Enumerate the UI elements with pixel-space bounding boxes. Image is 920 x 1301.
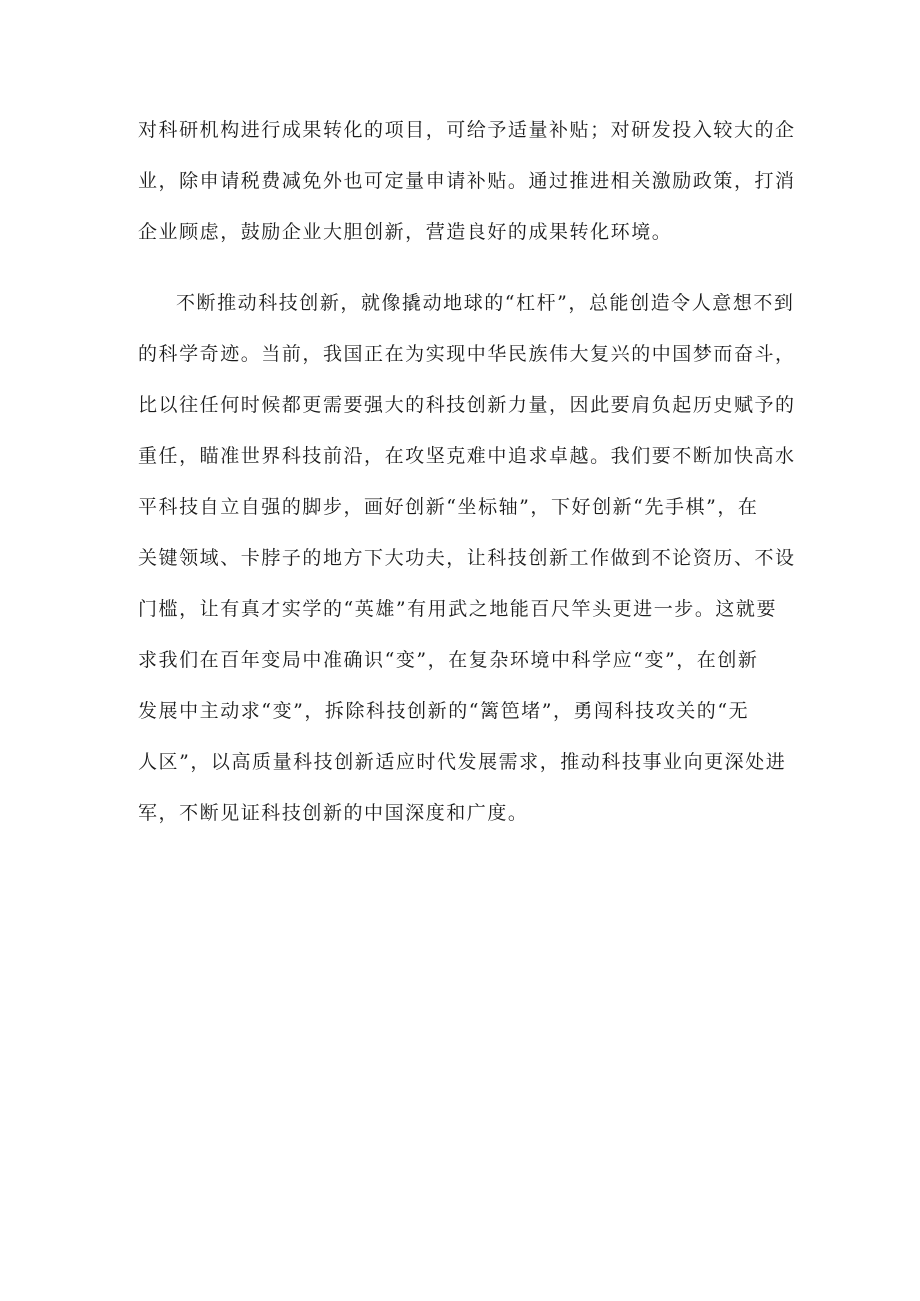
paragraph-line: 军，不断见证科技创新的中国深度和广度。: [138, 802, 529, 824]
paragraph-line: 不断推动科技创新，就像撬动地球的“杠杆”，总能创造令人意想不到: [176, 292, 795, 314]
paragraph-line: 企业顾虑，鼓励企业大胆创新，营造良好的成果转化环境。: [138, 221, 673, 243]
paragraph-line: 比以往任何时候都更需要强大的科技创新力量，因此要肩负起历史赋予的: [138, 394, 796, 416]
paragraph-line: 的科学奇迹。当前，我国正在为实现中华民族伟大复兴的中国梦而奋斗，: [138, 343, 796, 365]
paragraph-line: 业，除申请税费减免外也可定量申请补贴。通过推进相关激励政策，打消: [138, 170, 796, 192]
paragraph-line: 求我们在百年变局中准确识“变”，在复杂环境中科学应“变”，在创新: [138, 649, 759, 671]
paragraph-line: 平科技自立自强的脚步，画好创新“坐标轴”，下好创新“先手棋”，在: [138, 496, 759, 518]
paragraph-line: 重任，瞄准世界科技前沿，在攻坚克难中追求卓越。我们要不断加快高水: [138, 445, 796, 467]
paragraph-line: 关键领域、卡脖子的地方下大功夫，让科技创新工作做到不论资历、不设: [138, 547, 796, 569]
paragraph-line: 门槛，让有真才实学的“英雄”有用武之地能百尺竿头更进一步。这就要: [138, 598, 778, 620]
paragraph-line: 对科研机构进行成果转化的项目，可给予适量补贴；对研发投入较大的企: [138, 119, 796, 141]
paragraph-line: 发展中主动求“变”，拆除科技创新的“篱笆堵”，勇闯科技攻关的“无: [138, 700, 750, 722]
paragraph-line: 人区”，以高质量科技创新适应时代发展需求，推动科技事业向更深处进: [138, 751, 787, 773]
